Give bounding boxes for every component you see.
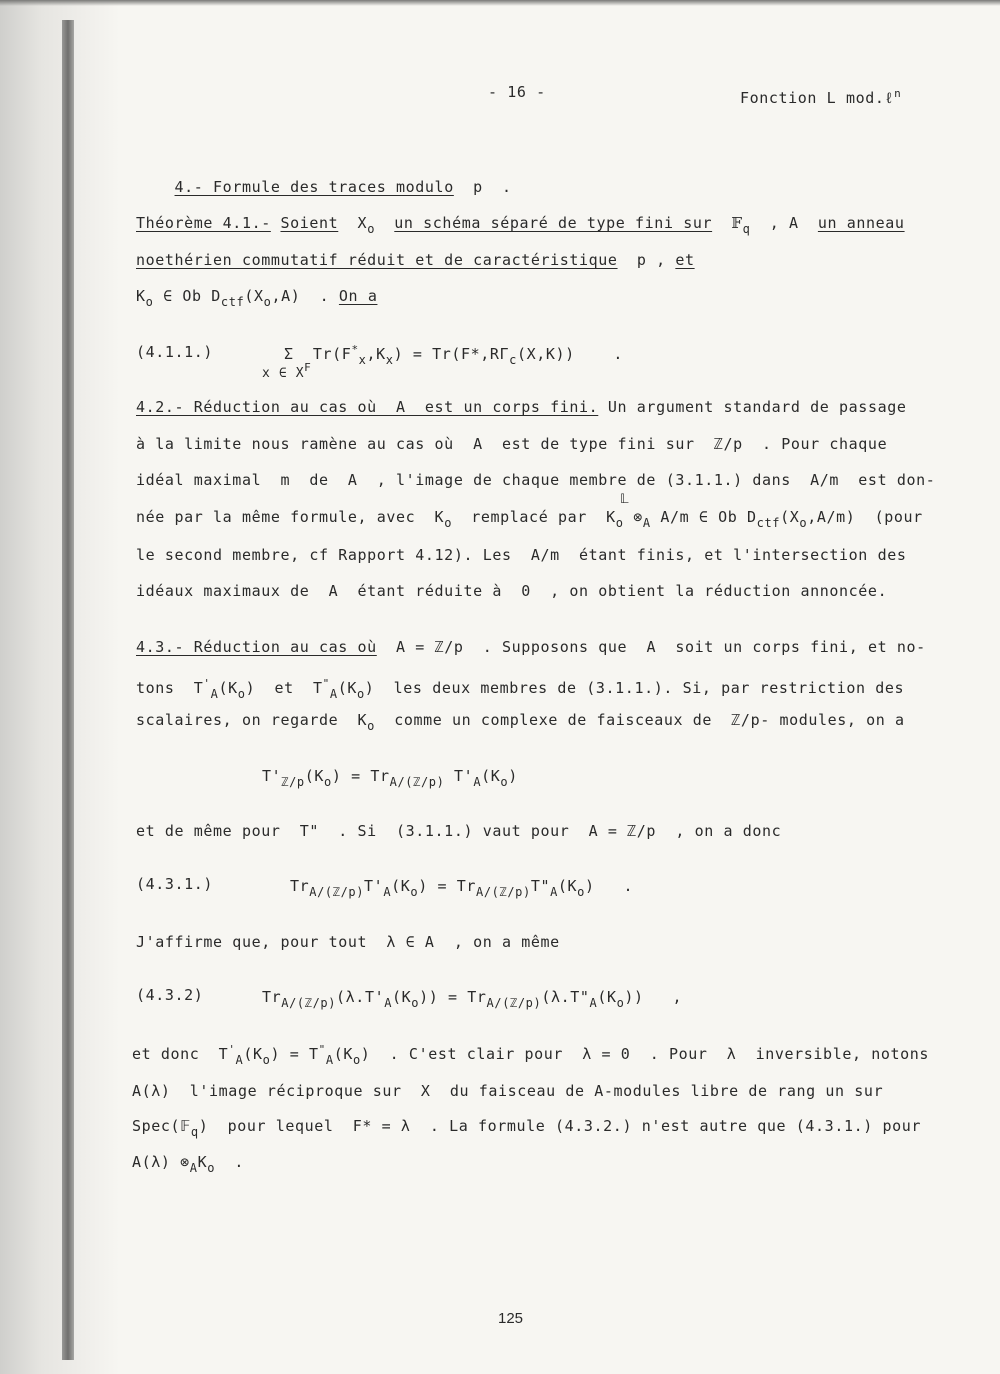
binding-spine bbox=[62, 20, 74, 1360]
s42-line-2: à la limite nous ramène au cas où A est de type fini sur ℤ/p . Pour chaque bbox=[136, 435, 888, 453]
s42-line-3: idéal maximal m de A , l'image de chaque membre de (3.1.1.) dans A/m est don- bbox=[136, 471, 936, 489]
eq-4-3-2: $Tr_{A/(ℤ/p)}(\lambda.T'_A(K_o))$ = $Tr_{A/(ℤ/p)}(\lambda.T"_A(K_o))$ , bbox=[262, 988, 683, 1010]
s42-line-5: le second membre, cf Rapport 4.12). Les A/m étant finis, et l'intersection des bbox=[136, 546, 907, 564]
last-line-1: et donc $T'_A(K_o) = T^"_A(K_o)$ . C'est clair pour λ = 0 . Pour λ inversible, notons bbox=[132, 1043, 929, 1067]
theorem-line-2: noethérien commutatif réduit et de caractéristique p , et bbox=[136, 251, 695, 269]
last-line-2: A(λ) l'image réciproque sur X du faisceau de A-modules libre de rang un sur bbox=[132, 1082, 884, 1100]
top-edge bbox=[0, 0, 1000, 6]
theorem-line-1: Théorème 4.1.- Soient $X_o$ un schéma séparé de type fini sur 𝔽$_q$ , A un anneau bbox=[136, 214, 905, 236]
derived-L-symbol: 𝕃 bbox=[620, 492, 630, 507]
eq-4-1-1: Σ $Tr(F^*_x,K_x) = Tr(F*,R\Gamma_c(X,K))$ . bbox=[284, 343, 623, 367]
eq-label-4-3-2: (4.3.2) bbox=[136, 986, 204, 1004]
s43-line-4: et de même pour T" . Si (3.1.1.) vaut pour A = ℤ/p , on a donc bbox=[136, 822, 782, 840]
running-title: Fonction L mod.ℓ$^n$ bbox=[740, 87, 902, 107]
s42-line-1: 4.2.- Réduction au cas où A est un corps fini. Un argument standard de passage bbox=[136, 398, 907, 416]
section-title: 4.- Formule des traces modulo p . bbox=[174, 178, 512, 196]
eq-restriction: $T'_{ℤ/p}(K_o) = Tr_{A/(ℤ/p)}$ $T'_A(K_o)$ bbox=[262, 767, 518, 789]
binding-shadow bbox=[0, 0, 120, 1374]
s42-line-4: née par la même formule, avec $K_o$ remplacé par $K_o$ $\otimes_A$ A/m ∈ Ob $D_{ctf}(X_o,A/m)$ (pour bbox=[136, 508, 923, 530]
s43-line-3: scalaires, on regarde $K_o$ comme un complexe de faisceaux de ℤ/p- modules, on a bbox=[136, 711, 905, 733]
page-number: - 16 - bbox=[488, 83, 546, 101]
eq-label-4-3-1: (4.3.1.) bbox=[136, 875, 214, 893]
last-line-4: A(λ) $\otimes_AK_o$ . bbox=[132, 1153, 244, 1175]
last-line-3: Spec(𝔽$_q$) pour lequel F* = λ . La formule (4.3.2.) n'est autre que (4.3.1.) pour bbox=[132, 1117, 921, 1139]
eq-4-1-1-sum-index: x ∈ $X^F$ bbox=[262, 361, 312, 381]
eq-4-3-1: $Tr_{A/(ℤ/p)}T'_A(K_o)$ = $Tr_{A/(ℤ/p)}T"_A(K_o)$ . bbox=[290, 877, 634, 899]
folio-number: 125 bbox=[498, 1310, 524, 1327]
s43-line-2: tons $T'_A(K_o)$ et $T^"_A(K_o)$ les deux membres de (3.1.1.). Si, par restriction des bbox=[136, 677, 905, 701]
s42-line-6: idéaux maximaux de A étant réduite à 0 , on obtient la réduction annoncée. bbox=[136, 582, 888, 600]
affirmation-line: J'affirme que, pour tout λ ∈ A , on a même bbox=[136, 933, 560, 951]
s43-line-1: 4.3.- Réduction au cas où A = ℤ/p . Supposons que A soit un corps fini, et no- bbox=[136, 638, 926, 656]
theorem-line-3: $K_o$ ∈ Ob $D_{ctf}(X_o,A)$ . On a bbox=[136, 287, 378, 309]
eq-label-4-1-1: (4.1.1.) bbox=[136, 343, 214, 361]
